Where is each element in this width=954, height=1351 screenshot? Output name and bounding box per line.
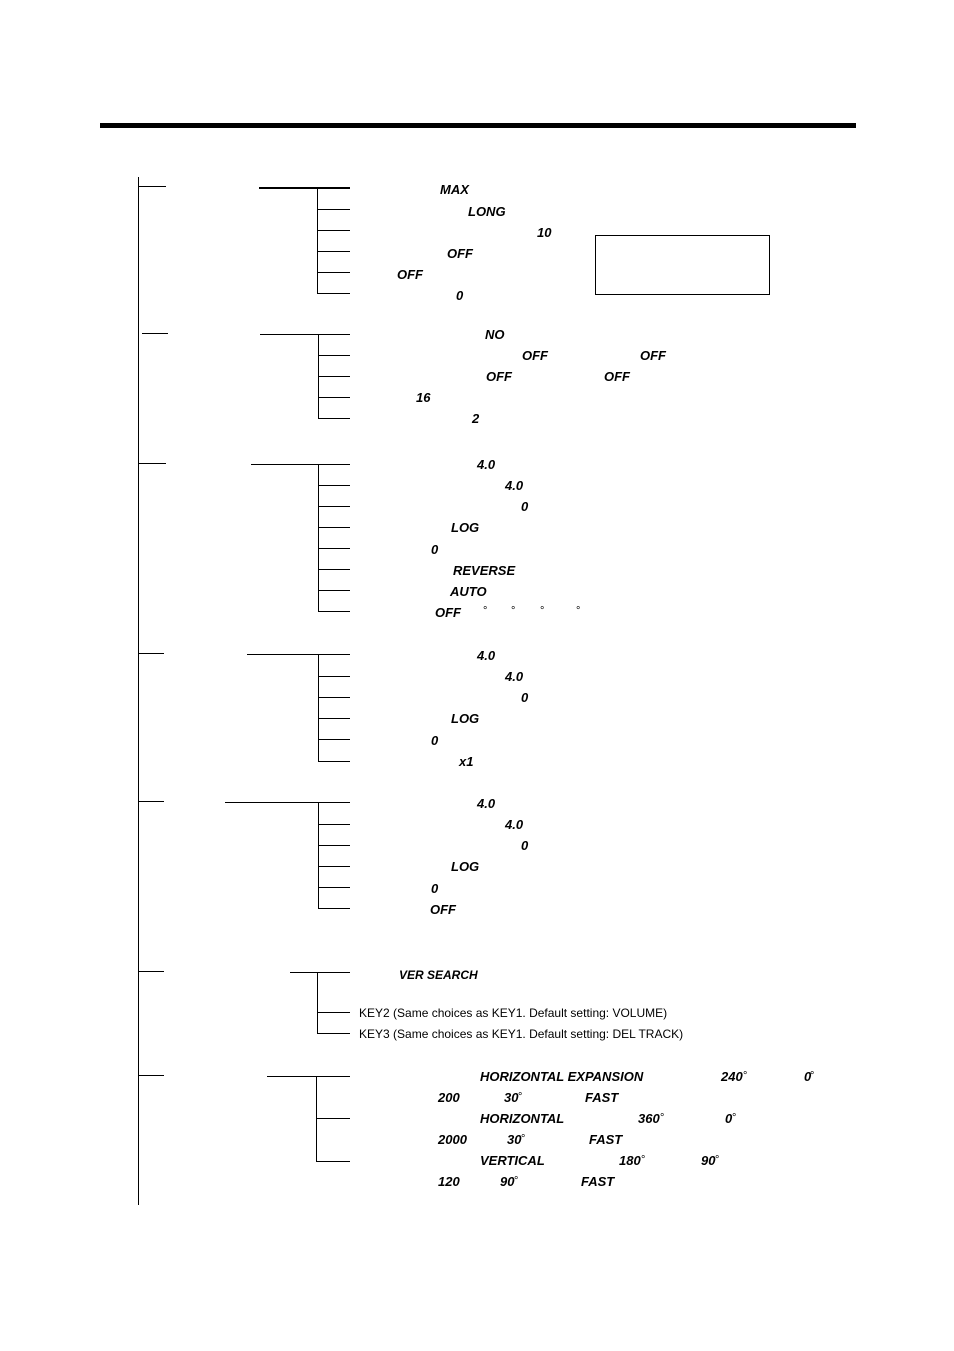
tree-trunk bbox=[138, 177, 139, 1205]
setting-value: VER SEARCH bbox=[399, 968, 478, 982]
setting-value: OFF bbox=[447, 246, 473, 261]
setting-value: OFF bbox=[486, 369, 512, 384]
key3-note: KEY3 (Same choices as KEY1. Default setting: DEL TRACK) bbox=[359, 1027, 684, 1041]
setting-value: OFF bbox=[430, 902, 456, 917]
group-stem bbox=[318, 464, 319, 611]
setting-value: 2000 bbox=[438, 1132, 467, 1147]
setting-value: HORIZONTAL bbox=[480, 1111, 565, 1126]
degree-symbol: ° bbox=[540, 605, 545, 617]
setting-value: MAX bbox=[440, 182, 469, 197]
setting-value: 4.0 bbox=[505, 669, 524, 684]
group-stem bbox=[317, 972, 318, 1034]
group-stem bbox=[317, 188, 318, 293]
setting-value: 180 bbox=[619, 1153, 641, 1168]
setting-value: 10 bbox=[537, 225, 552, 240]
setting-value: 0 bbox=[456, 288, 464, 303]
setting-value: 16 bbox=[416, 390, 431, 405]
setting-value: 4.0 bbox=[477, 648, 496, 663]
setting-value: 0 bbox=[521, 838, 529, 853]
setting-value: 90 bbox=[701, 1153, 716, 1168]
setting-value: 120 bbox=[438, 1174, 460, 1189]
setting-value: 0 bbox=[431, 733, 439, 748]
group-connector bbox=[251, 464, 350, 465]
setting-value: 4.0 bbox=[505, 817, 524, 832]
group-connector bbox=[225, 802, 350, 803]
setting-value: FAST bbox=[581, 1174, 615, 1189]
setting-value: 0 bbox=[431, 881, 439, 896]
setting-value: AUTO bbox=[450, 584, 487, 599]
degree-symbol: ° bbox=[521, 1133, 526, 1145]
degree-symbol: ° bbox=[810, 1070, 815, 1082]
branch-stub bbox=[138, 801, 164, 802]
empty-box bbox=[595, 235, 770, 295]
setting-value: FAST bbox=[585, 1090, 619, 1105]
setting-value: 0 bbox=[431, 542, 439, 557]
setting-value: x1 bbox=[459, 754, 474, 769]
degree-symbol: ° bbox=[732, 1112, 737, 1124]
setting-value: OFF bbox=[435, 605, 461, 620]
setting-value: 30 bbox=[507, 1132, 522, 1147]
key2-note: KEY2 (Same choices as KEY1. Default setting: VOLUME) bbox=[359, 1006, 668, 1020]
branch-stub bbox=[138, 653, 164, 654]
setting-value: HORIZONTAL EXPANSION bbox=[480, 1069, 644, 1084]
degree-symbol: ° bbox=[483, 605, 488, 617]
setting-value: 4.0 bbox=[477, 796, 496, 811]
branch-stub bbox=[138, 463, 166, 464]
degree-symbol: ° bbox=[511, 605, 516, 617]
setting-value: OFF bbox=[397, 267, 423, 282]
setting-value: 90 bbox=[500, 1174, 515, 1189]
setting-value: REVERSE bbox=[453, 563, 516, 578]
setting-value: 200 bbox=[438, 1090, 460, 1105]
degree-symbol: ° bbox=[514, 1175, 519, 1187]
setting-value: LOG bbox=[451, 520, 480, 535]
setting-value: OFF bbox=[604, 369, 630, 384]
setting-value: 4.0 bbox=[477, 457, 496, 472]
setting-value: 30 bbox=[504, 1090, 519, 1105]
setting-value: LOG bbox=[451, 859, 480, 874]
group-connector bbox=[260, 334, 350, 335]
group-connector bbox=[247, 654, 350, 655]
setting-value: NO bbox=[485, 327, 505, 342]
setting-value: OFF bbox=[522, 348, 548, 363]
branch-stub bbox=[138, 971, 164, 972]
setting-value: 0 bbox=[521, 690, 529, 705]
degree-symbol: ° bbox=[641, 1154, 646, 1166]
setting-value: FAST bbox=[589, 1132, 623, 1147]
setting-value: VERTICAL bbox=[480, 1153, 545, 1168]
group-stem bbox=[318, 654, 319, 761]
group-connector bbox=[290, 972, 350, 973]
group-stem bbox=[318, 802, 319, 908]
setting-value: LOG bbox=[451, 711, 480, 726]
setting-value: 4.0 bbox=[505, 478, 524, 493]
setting-value: 0 bbox=[521, 499, 529, 514]
setting-value: LONG bbox=[468, 204, 506, 219]
setting-value: 240 bbox=[721, 1069, 743, 1084]
top-rule bbox=[100, 123, 856, 128]
group-connector bbox=[267, 1076, 350, 1077]
setting-value: 360 bbox=[638, 1111, 660, 1126]
setting-value: 0 bbox=[725, 1111, 733, 1126]
degree-symbol: ° bbox=[743, 1070, 748, 1082]
branch-stub bbox=[138, 1075, 164, 1076]
branch-stub bbox=[138, 186, 166, 187]
degree-symbol: ° bbox=[576, 605, 581, 617]
degree-symbol: ° bbox=[715, 1154, 720, 1166]
branch-stub bbox=[142, 333, 168, 334]
degree-symbol: ° bbox=[660, 1112, 665, 1124]
setting-value: 0 bbox=[804, 1069, 812, 1084]
setting-value: 2 bbox=[472, 411, 480, 426]
setting-value: OFF bbox=[640, 348, 666, 363]
degree-symbol: ° bbox=[518, 1091, 523, 1103]
group-connector bbox=[259, 187, 350, 189]
